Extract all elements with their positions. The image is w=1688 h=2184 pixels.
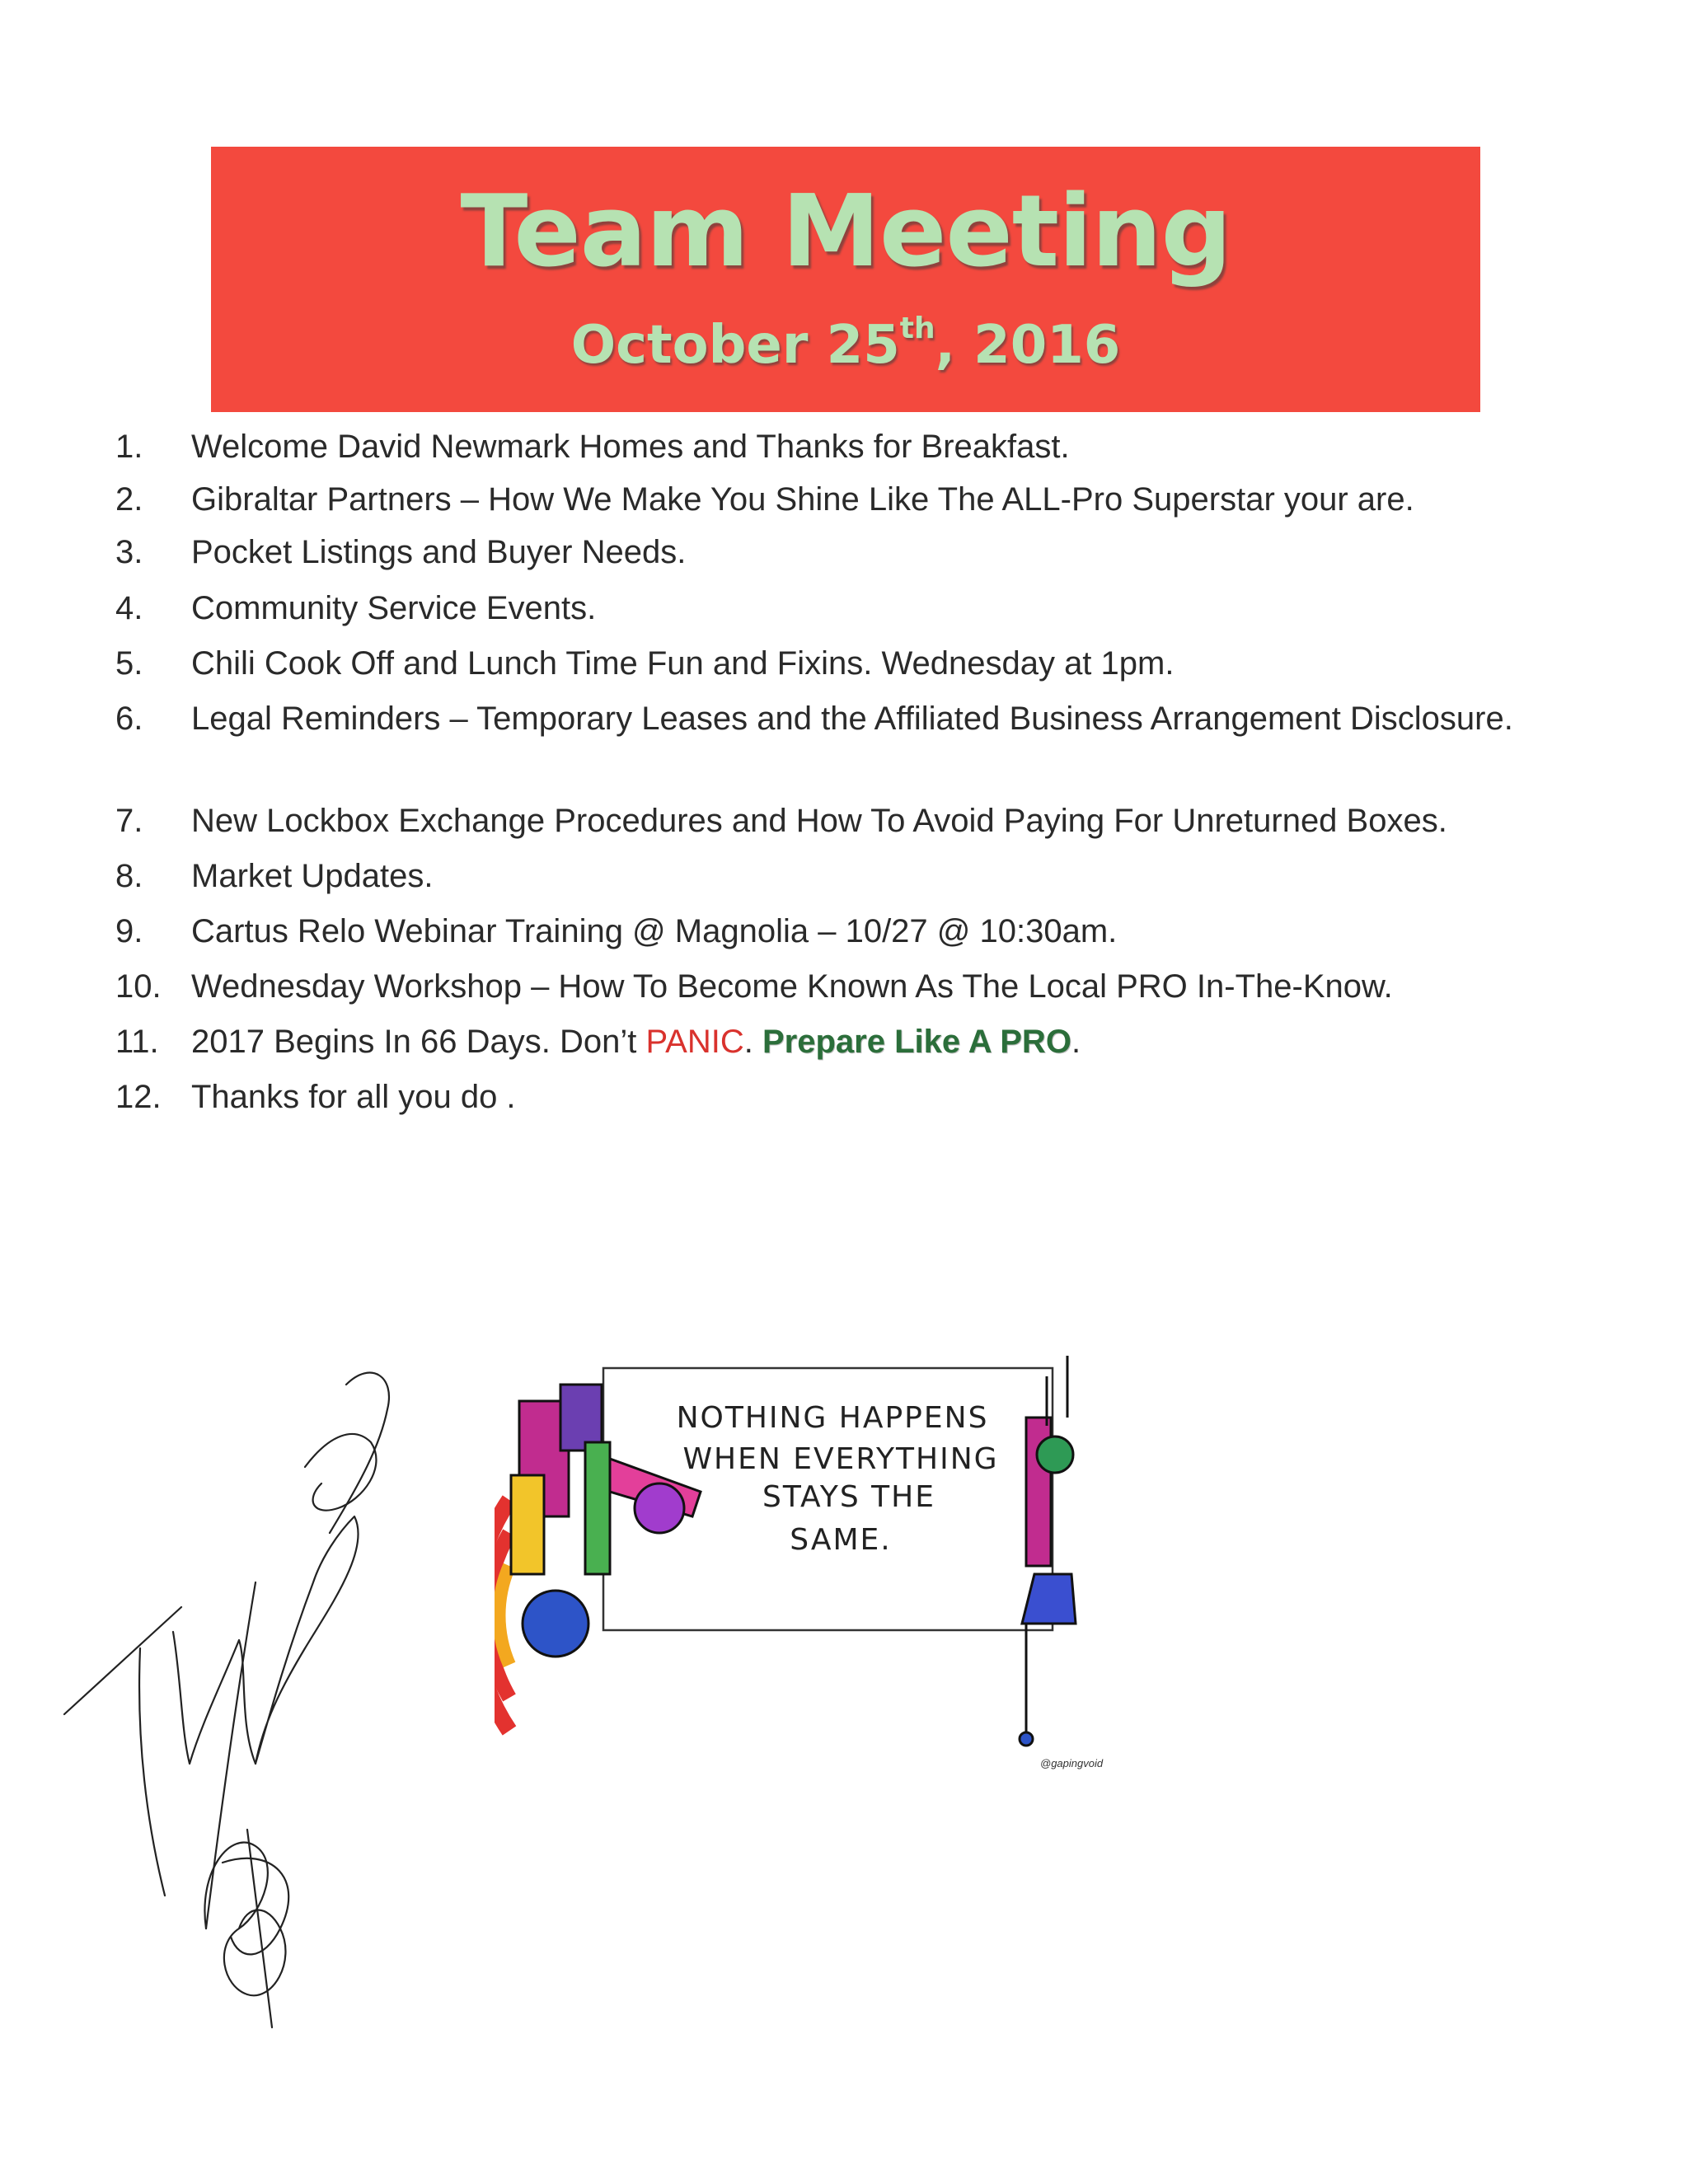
item-number: 10. <box>115 968 162 1005</box>
item-text: Community Service Events. <box>191 590 597 626</box>
agenda-item <box>115 640 1566 696</box>
cartoon-line-1: NOTHING HAPPENS <box>676 1401 989 1435</box>
agenda-item <box>115 908 1566 963</box>
item-number: 6. <box>115 701 143 737</box>
item-number: 12. <box>115 1079 162 1115</box>
item-number: 9. <box>115 913 143 949</box>
item-number: 1. <box>115 429 143 465</box>
agenda-item <box>115 585 1566 640</box>
handwritten-signature-icon <box>58 1335 404 2044</box>
item-text <box>191 1019 1566 1065</box>
agenda-item <box>115 853 1566 908</box>
agenda-item <box>115 529 1566 585</box>
item-text: Gibraltar Partners – How We Make You Shine Like The ALL-Pro Superstar your are. <box>191 481 1414 518</box>
agenda-item <box>115 1074 1566 1129</box>
item-text: Wednesday Workshop – How To Become Known As The Local PRO In-The-Know. <box>191 968 1393 1005</box>
item-number: 11. <box>115 1024 159 1060</box>
item-text: Chili Cook Off and Lunch Time Fun and Fixins. Wednesday at 1pm. <box>191 645 1175 682</box>
cartoon-line-4: SAME. <box>790 1523 892 1557</box>
item-text: Thanks for all you do . <box>191 1079 516 1115</box>
item-number: 3. <box>115 534 143 570</box>
item-text-part: 2017 Begins In 66 Days. Don’t <box>191 1024 646 1060</box>
item-number: 7. <box>115 803 143 839</box>
agenda-item <box>115 424 1566 476</box>
agenda-item <box>115 476 1566 529</box>
item-number: 4. <box>115 590 143 626</box>
item-text-part: . <box>1071 1024 1081 1060</box>
cartoon-line-2: WHEN EVERYTHING <box>682 1442 999 1476</box>
panic-word: PANIC <box>645 1024 744 1060</box>
date-suffix: th <box>899 312 935 345</box>
cartoon-credit: @gapingvoid <box>1040 1757 1104 1769</box>
nothing-happens-cartoon <box>495 1352 1137 1747</box>
agenda-list <box>115 424 1566 1129</box>
prepare-like-a-pro-text: Prepare Like A PRO <box>762 1024 1071 1060</box>
item-text: Pocket Listings and Buyer Needs. <box>191 534 687 570</box>
item-text: Cartus Relo Webinar Training @ Magnolia – 10/27 @ 10:30am. <box>191 913 1118 949</box>
item-number: 5. <box>115 645 143 682</box>
date-year: , 2016 <box>935 315 1121 376</box>
agenda-item <box>115 1019 1566 1074</box>
meeting-date <box>211 312 1480 376</box>
item-text-part: . <box>743 1024 762 1060</box>
agenda-item <box>115 963 1566 1019</box>
cartoon-line-3: STAYS THE <box>762 1480 935 1514</box>
agenda-item <box>115 696 1566 798</box>
item-number: 8. <box>115 858 143 894</box>
item-text: Welcome David Newmark Homes and Thanks for Breakfast. <box>191 429 1070 465</box>
agenda-item <box>115 798 1566 853</box>
item-text: Market Updates. <box>191 858 434 894</box>
page-title: Team Meeting <box>460 175 1231 289</box>
date-main: October 25 <box>570 315 900 376</box>
item-text: Legal Reminders – Temporary Leases and the Affiliated Business Arrangement Disclosure. <box>191 701 1513 737</box>
item-number: 2. <box>115 481 143 518</box>
title-banner <box>211 147 1480 412</box>
item-text: New Lockbox Exchange Procedures and How To Avoid Paying For Unreturned Boxes. <box>191 803 1447 839</box>
